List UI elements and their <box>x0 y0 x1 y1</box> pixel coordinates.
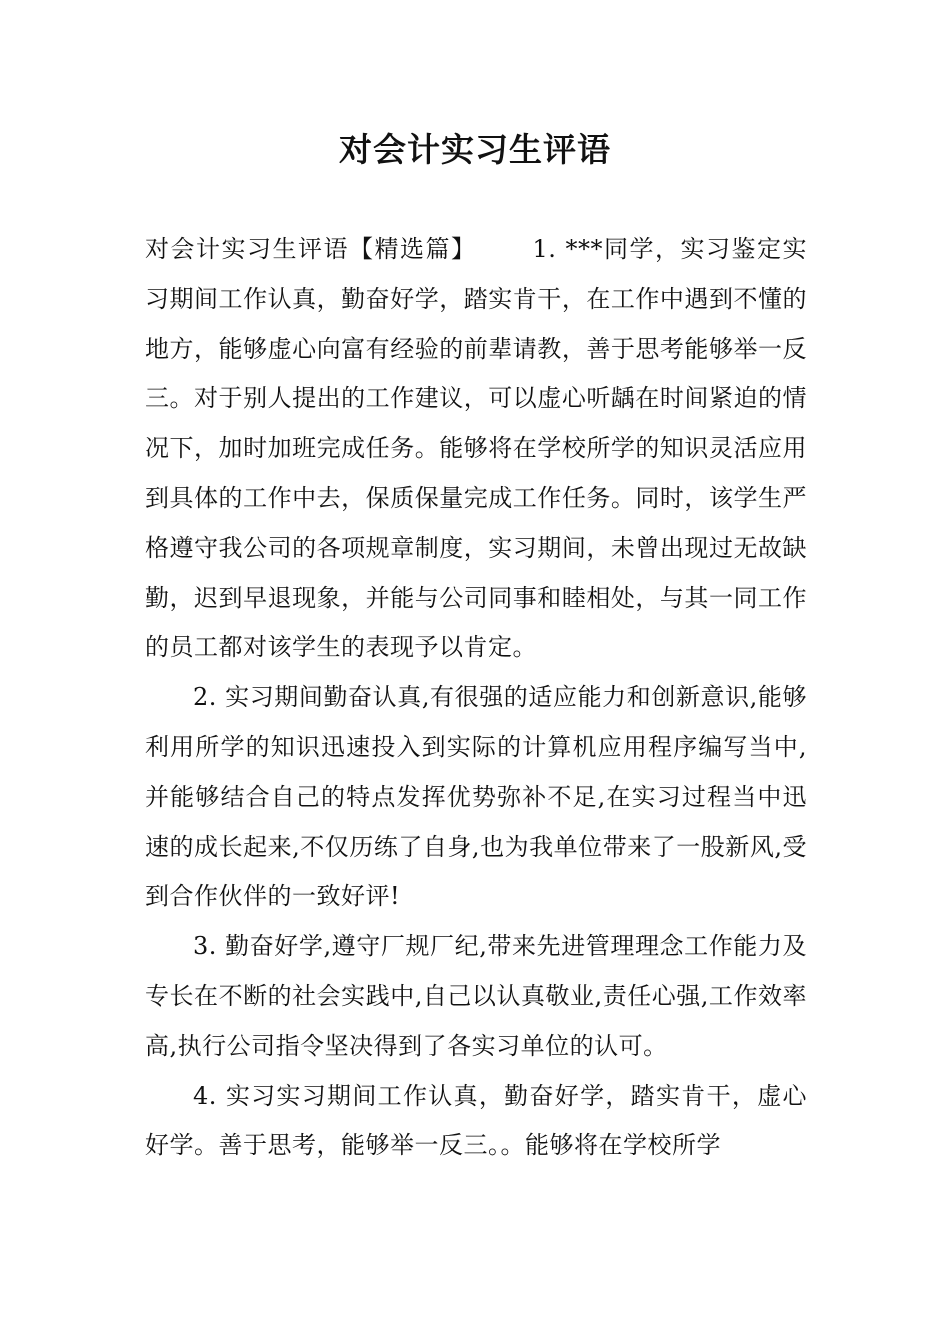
document-title: 对会计实习生评语 <box>339 130 611 169</box>
paragraph-1 <box>145 225 807 673</box>
paragraph-3: 3. 勤奋好学,遵守厂规厂纪,带来先进管理理念工作能力及专长在不断的社会实践中,自己以认真敬业,责任心强,工作效率高,执行公司指令坚决得到了各实习单位的认可。 <box>145 932 807 1060</box>
paragraph-4: 4. 实习实习期间工作认真，勤奋好学，踏实肯干，虚心好学。善于思考，能够举一反三。。能够将在学校所学 <box>145 1081 807 1160</box>
paragraph-1-text: 1. ***同学，实习鉴定实习期间工作认真，勤奋好学，踏实肯干，在工作中遇到不懂的地方，能够虚心向富有经验的前辈请教，善于思考能够举一反三。对于别人提出的工作建议，可以虚心听龋在时间紧迫的情况下，加时加班完成任务。能够将在学校所学的知识灵活应用到具体的工作中去，保质保量完成工作任务。同时，该学生严格遵守我公司的各项规章制度，实习期间，未曾出现过无故缺勤，迟到早退现象，并能与公司同事和睦相处，与其一同工作的员工都对该学生的表现予以肯定。 <box>145 235 807 662</box>
document-body <box>145 225 807 1171</box>
intro-heading: 对会计实习生评语【精选篇】 <box>145 235 477 263</box>
paragraph-2: 2. 实习期间勤奋认真,有很强的适应能力和创新意识,能够利用所学的知识迅速投入到实际的计算机应用程序编写当中,并能够结合自己的特点发挥优势弥补不足,在实习过程当中迅速的成长起来,不仅历练了自身,也为我单位带来了一股新风,受到合作伙伴的一致好评! <box>145 683 807 911</box>
